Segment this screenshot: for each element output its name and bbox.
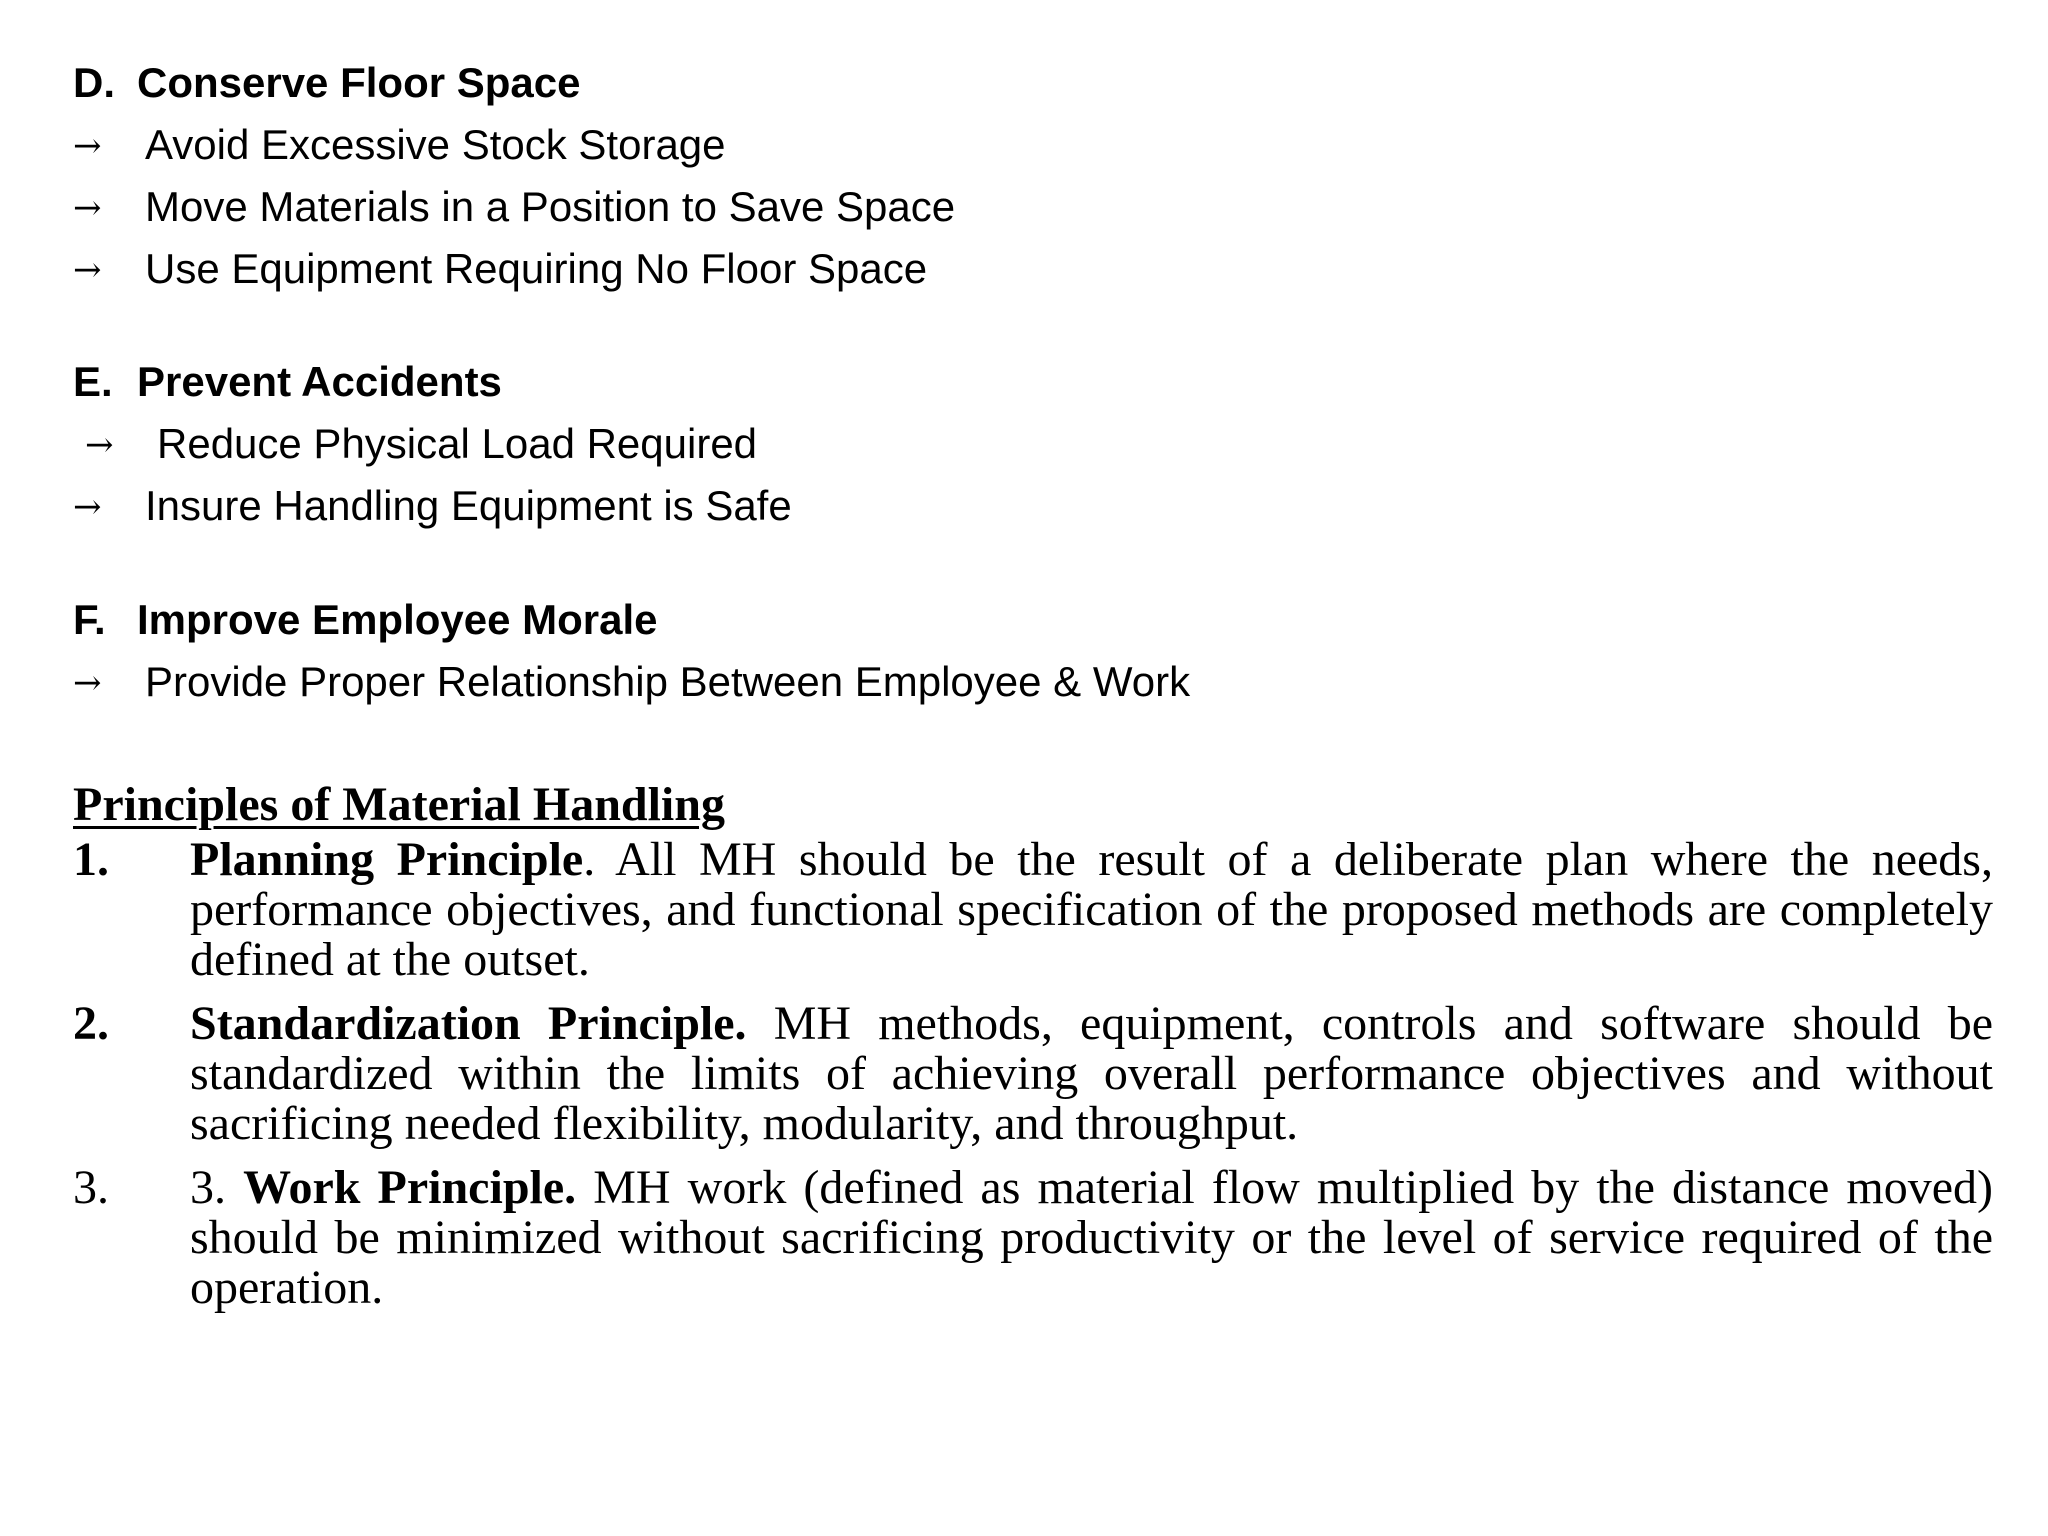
section-title: Prevent Accidents	[137, 358, 502, 405]
section-letter: F.	[73, 596, 106, 643]
section-heading	[73, 589, 1190, 651]
principle-body: MH methods, equipment, controls and software should be standardized within the limits of achieving overall performance objectives and without sacrificing needed flexibility, modularity, and throughput.	[190, 997, 1994, 1150]
arrow-icon: →	[73, 663, 102, 703]
section-heading	[73, 351, 792, 413]
section-conserve-floor-space	[73, 52, 955, 300]
principles-title: Principles of Material Handling	[73, 778, 725, 831]
principle-item	[73, 999, 1993, 1149]
bullet-item	[73, 475, 792, 537]
principle-number: 1.	[73, 833, 109, 886]
principles-section	[73, 777, 1993, 1327]
bullet-text: Reduce Physical Load Required	[157, 420, 758, 467]
principle-prefix: 3.	[190, 1161, 244, 1214]
principle-name: Work Principle.	[243, 1161, 577, 1214]
section-letter: D.	[73, 59, 115, 106]
bullet-item	[73, 176, 955, 238]
principle-item	[73, 1163, 1993, 1313]
section-letter: E.	[73, 358, 113, 405]
principle-name: Standardization Principle.	[190, 997, 747, 1050]
section-improve-employee-morale	[73, 589, 1190, 713]
bullet-item	[73, 651, 1190, 713]
section-heading	[73, 52, 955, 114]
bullet-item	[73, 238, 955, 300]
bullet-text: Move Materials in a Position to Save Space	[145, 183, 956, 230]
principle-separator: .	[583, 833, 596, 886]
arrow-icon: →	[73, 188, 102, 228]
principle-text	[190, 999, 1993, 1149]
arrow-icon: →	[73, 126, 102, 166]
principle-name: Planning Principle	[190, 833, 584, 886]
bullet-text: Avoid Excessive Stock Storage	[145, 121, 726, 168]
bullet-item	[73, 413, 792, 475]
section-title: Conserve Floor Space	[137, 59, 581, 106]
principle-number: 3.	[73, 1161, 109, 1214]
principle-body: MH work (defined as material flow multiplied by the distance moved) should be minimized without sacrificing productivity or the level of service required of the operation.	[190, 1161, 1994, 1314]
bullet-text: Insure Handling Equipment is Safe	[145, 482, 792, 529]
arrow-icon: →	[73, 250, 102, 290]
principle-number: 2.	[73, 997, 109, 1050]
principle-item	[73, 835, 1993, 985]
principle-body: All MH should be the result of a deliberate plan where the needs, performance objectives, and functional specification of the proposed methods are completely defined at the outset.	[190, 833, 1993, 986]
section-prevent-accidents	[73, 351, 792, 537]
bullet-text: Provide Proper Relationship Between Employee & Work	[145, 658, 1191, 705]
principle-text	[190, 835, 1993, 985]
principle-text	[190, 1163, 1993, 1313]
arrow-icon: →	[73, 487, 102, 527]
arrow-icon: →	[85, 425, 114, 465]
bullet-text: Use Equipment Requiring No Floor Space	[145, 245, 928, 292]
bullet-item	[73, 114, 955, 176]
section-title: Improve Employee Morale	[137, 596, 658, 643]
